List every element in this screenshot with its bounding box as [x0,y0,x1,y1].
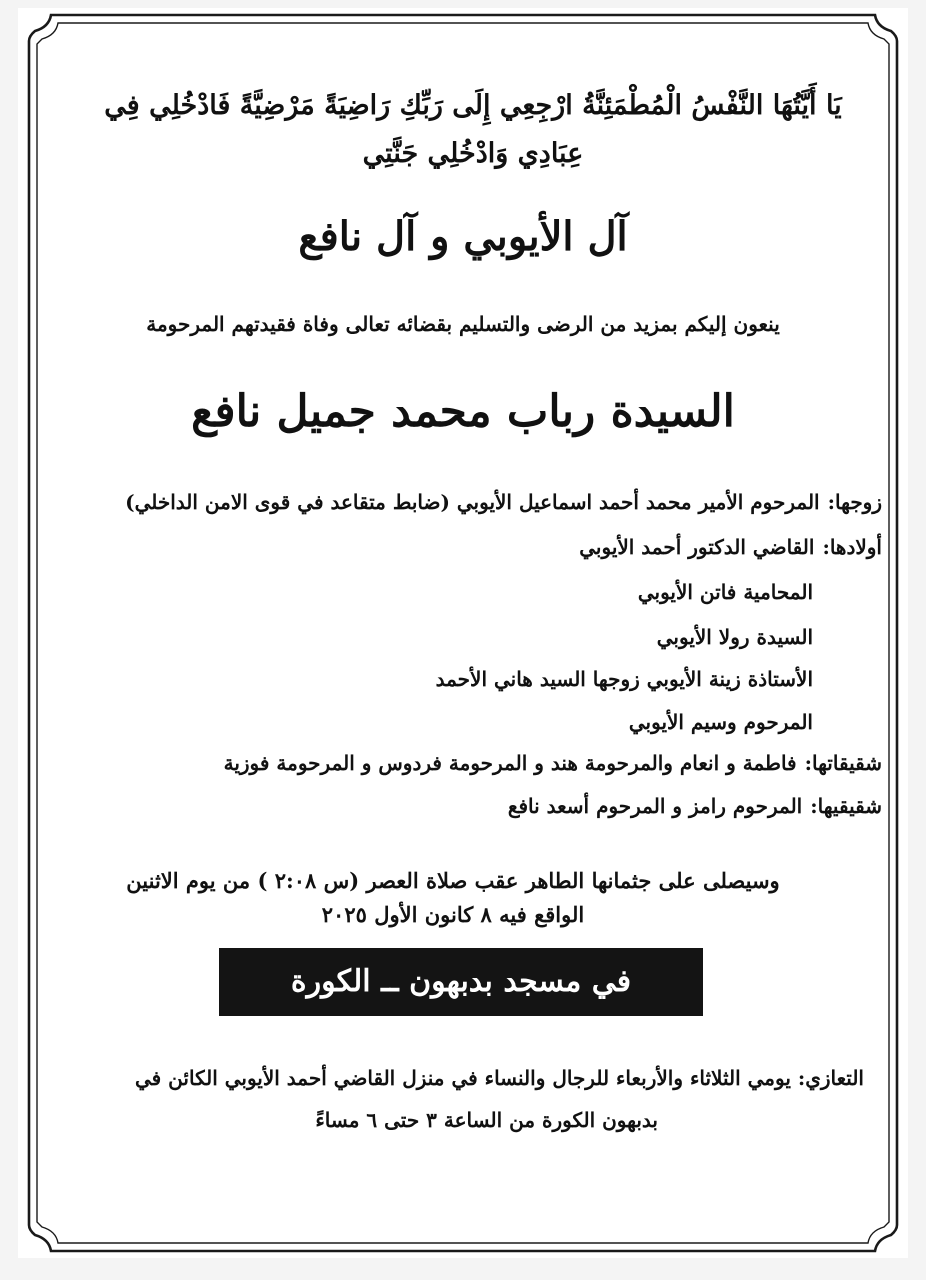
condolences-line: التعازي: يومي الثلاثاء والأربعاء للرجال والنساء في منزل القاضي أحمد الأيوبي الكائن في [134,1066,864,1090]
husband-label: زوجها: [827,490,882,514]
husband-row [125,490,882,514]
child-name: المحامية فاتن الأيوبي [637,580,813,604]
deceased-name: السيدة رباب محمد جميل نافع [191,386,735,437]
prayer-date-line: الواقع فيه ٨ كانون الأول ٢٠٢٥ [321,902,585,927]
child-name: المرحوم وسيم الأيوبي [628,710,813,734]
husband-text: المرحوم الأمير محمد أحمد اسماعيل الأيوبي (ضابط متقاعد في قوى الامن الداخلي) [125,490,820,514]
condolences-time-line: بدبهون الكورة من الساعة ٣ حتى ٦ مساءً [315,1108,658,1132]
brothers-label: شقيقيها: [810,794,882,818]
sisters-row [224,751,882,775]
obituary-page [18,8,908,1258]
quran-verse: يَا أَيَّتُهَا النَّفْسُ الْمُطْمَئِنَّةُ ارْجِعِي إِلَى رَبِّكِ رَاضِيَةً مَرْضِيَّةً فَادْخُلِي فِي عِبَادِي وَادْخُلِي جَنَّتِي [104,90,842,169]
announcement-intro: ينعون إليكم بمزيد من الرضى والتسليم بقضائه تعالى وفاة فقيدتهم المرحومة [146,312,780,336]
child-name: السيدة رولا الأيوبي [656,625,813,649]
prayer-time-line: وسيصلى على جثمانها الطاهر عقب صلاة العصر (س ٢:٠٨ ) من يوم الاثنين [126,868,780,893]
brothers-row [508,794,882,818]
children-row [579,535,882,559]
family-heading: آل الأيوبي و آل نافع [298,213,628,260]
child-name: الأستاذة زينة الأيوبي زوجها السيد هاني الأحمد [435,667,813,691]
brothers-text: المرحوم رامز و المرحوم أسعد نافع [507,794,803,818]
mosque-location-banner: في مسجد بدبهون ــ الكورة [219,948,703,1016]
sisters-label: شقيقاتها: [804,751,882,775]
child-name: القاضي الدكتور أحمد الأيوبي [579,535,815,559]
sisters-text: فاطمة و انعام والمرحومة هند و المرحومة فردوس و المرحومة فوزية [223,751,797,775]
children-label: أولادها: [822,535,882,559]
